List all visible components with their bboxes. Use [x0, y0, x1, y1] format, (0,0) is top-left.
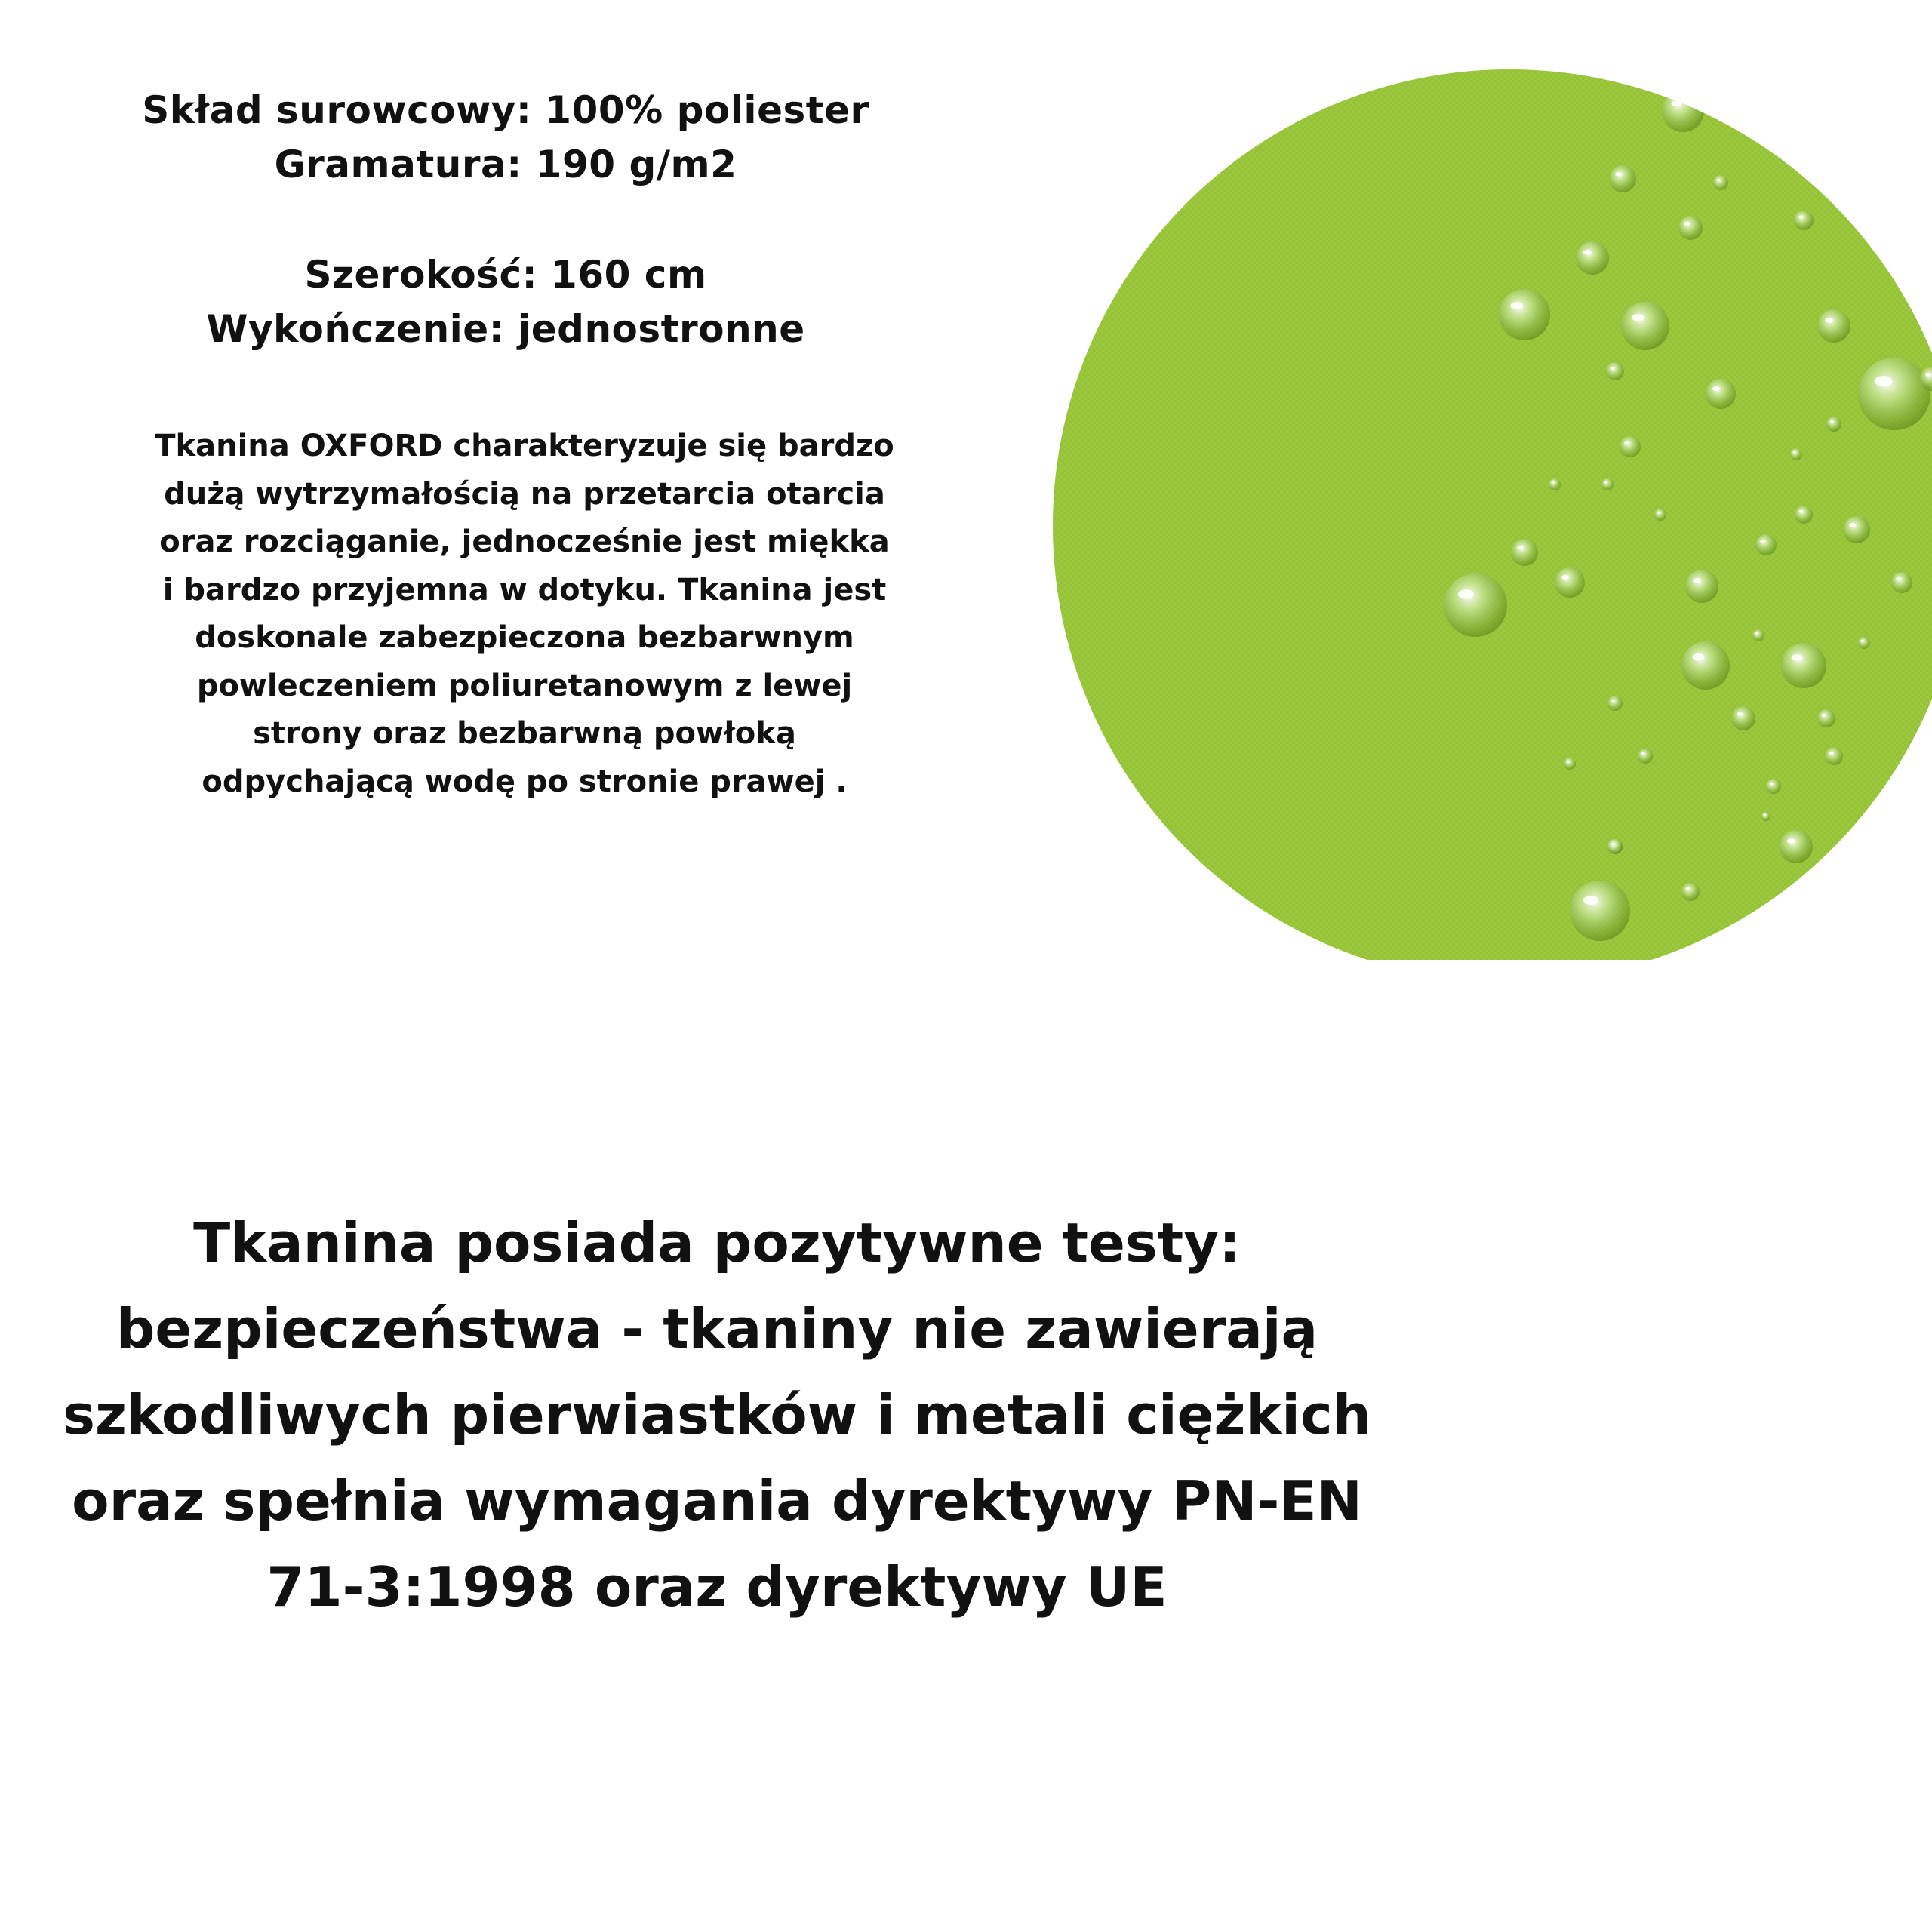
water-drop-highlight	[1821, 714, 1826, 717]
water-drop	[1706, 379, 1736, 409]
water-drop-highlight	[1657, 512, 1660, 514]
water-drop-highlight	[1861, 640, 1864, 642]
fabric-specifications	[68, 83, 943, 356]
finish-text: Wykończenie: jednostronne	[206, 307, 805, 351]
water-drop	[1761, 812, 1770, 821]
water-drop-highlight	[1615, 172, 1622, 176]
water-drop	[1879, 809, 1894, 824]
water-drop-highlight	[1693, 578, 1701, 583]
water-drop	[1858, 637, 1870, 649]
water-drop-highlight	[1604, 481, 1607, 484]
water-drop	[1766, 779, 1781, 794]
water-drop-highlight	[1685, 887, 1690, 890]
water-drop	[1843, 516, 1870, 543]
water-drop-highlight	[1684, 222, 1690, 226]
water-drop	[1713, 175, 1728, 190]
water-drop-highlight	[1793, 451, 1796, 454]
water-drop	[1781, 643, 1826, 688]
description-line: oraz rozciąganie, jednocześnie jest miękka	[159, 524, 890, 559]
water-drop	[1755, 534, 1777, 555]
water-drop-highlight	[1611, 700, 1615, 702]
water-drop-highlight	[1712, 386, 1720, 391]
fabric-description	[91, 423, 958, 806]
water-drop	[1576, 241, 1609, 275]
water-drop	[1607, 696, 1623, 711]
water-drop	[1654, 509, 1666, 521]
water-drop	[1817, 309, 1850, 343]
spacer	[68, 192, 943, 248]
water-drop-highlight	[1755, 632, 1758, 635]
composition-text: Skład surowcowy: 100% poliester	[142, 88, 869, 132]
description-line: powleczeniem poliuretanowym z lewej	[196, 668, 853, 703]
water-drop	[1620, 436, 1641, 457]
water-drop-highlight	[1624, 441, 1629, 444]
water-drop	[1511, 539, 1538, 566]
water-drop	[1795, 506, 1813, 524]
water-drop	[1817, 709, 1835, 727]
description-line: odpychającą wodę po stronie prawej .	[202, 764, 848, 799]
water-drop-highlight	[1717, 179, 1721, 181]
water-drop	[1621, 302, 1669, 350]
description-line: Tkanina OXFORD charakteryzuje się bardzo	[155, 429, 894, 463]
water-drop	[1731, 706, 1755, 730]
water-drop-highlight	[1610, 367, 1614, 370]
water-drop-highlight	[1798, 510, 1803, 513]
water-drop-highlight	[1567, 761, 1570, 763]
water-drop	[1549, 478, 1561, 490]
water-drop	[1685, 570, 1718, 603]
water-drop	[1780, 830, 1813, 863]
description-line: doskonale zabezpieczona bezbarwnym	[195, 620, 854, 655]
water-drop-highlight	[1763, 813, 1766, 816]
description-line: dużą wytrzymałością na przetarcia otarcia	[164, 476, 885, 512]
water-drop-highlight	[1672, 100, 1682, 106]
water-drop	[1555, 567, 1585, 598]
tests-line: bezpieczeństwa - tkaniny nie zawierają	[115, 1297, 1318, 1361]
safety-tests-statement	[0, 1200, 1434, 1630]
water-drop-highlight	[1737, 712, 1743, 716]
water-drop-highlight	[1561, 575, 1569, 580]
water-drop-highlight	[1552, 481, 1555, 484]
water-drop-highlight	[1632, 314, 1644, 321]
water-drops-swatch	[1041, 62, 1932, 960]
tests-line: szkodliwych pierwiastków i metali ciężkich	[63, 1383, 1371, 1447]
water-drop-highlight	[1611, 843, 1615, 845]
water-drop-highlight	[1798, 216, 1804, 219]
water-drop-highlight	[1760, 540, 1765, 543]
water-drop	[1609, 165, 1636, 192]
water-drop	[1678, 216, 1703, 240]
water-drop	[1662, 90, 1704, 132]
water-drop	[1607, 839, 1623, 854]
water-drop	[1790, 448, 1802, 460]
water-drop-highlight	[1825, 318, 1833, 323]
water-drop-highlight	[1517, 546, 1524, 549]
water-drop	[1681, 883, 1700, 901]
water-drop	[1681, 641, 1730, 690]
description-line: strony oraz bezbarwną powłoką	[253, 716, 796, 751]
water-drop	[1444, 573, 1507, 637]
water-drop-highlight	[1458, 589, 1474, 599]
water-drop-highlight	[1875, 376, 1893, 386]
water-drop	[1858, 358, 1930, 430]
tests-line: Tkanina posiada pozytywne testy:	[193, 1211, 1241, 1275]
water-drop	[1891, 572, 1912, 593]
water-drop-highlight	[1770, 783, 1774, 785]
water-drop	[1606, 362, 1624, 380]
water-drop-highlight	[1792, 654, 1803, 661]
water-drop-highlight	[1787, 838, 1795, 844]
water-drop	[1825, 747, 1843, 765]
water-drop-highlight	[1925, 373, 1931, 377]
tests-line: 71-3:1998 oraz dyrektywy UE	[266, 1555, 1168, 1619]
water-drop	[1752, 629, 1764, 641]
weight-text: Gramatura: 190 g/m2	[274, 143, 737, 186]
tests-line: oraz spełnia wymagania dyrektywy PN-EN	[72, 1469, 1362, 1533]
water-drop-highlight	[1883, 813, 1887, 815]
description-line: i bardzo przyjemna w dotyku. Tkanina jest	[162, 572, 887, 607]
water-drop-highlight	[1641, 752, 1645, 755]
fabric-swatch-image	[1041, 62, 1932, 960]
water-drop-highlight	[1829, 752, 1833, 755]
water-drop-highlight	[1830, 420, 1834, 423]
water-drop-highlight	[1896, 577, 1901, 580]
water-drop-highlight	[1583, 250, 1592, 255]
water-drop	[1499, 289, 1550, 340]
water-drop	[1564, 758, 1576, 770]
water-drop	[1638, 749, 1653, 764]
water-drop	[1601, 478, 1614, 490]
water-drop	[1570, 881, 1630, 941]
water-drop-highlight	[1583, 896, 1598, 905]
water-drop	[1826, 417, 1841, 432]
water-drop	[1794, 211, 1814, 230]
width-text: Szerokość: 160 cm	[304, 253, 707, 297]
water-drop-highlight	[1510, 302, 1523, 309]
water-drop-highlight	[1692, 653, 1704, 661]
water-drop-highlight	[1849, 523, 1856, 527]
